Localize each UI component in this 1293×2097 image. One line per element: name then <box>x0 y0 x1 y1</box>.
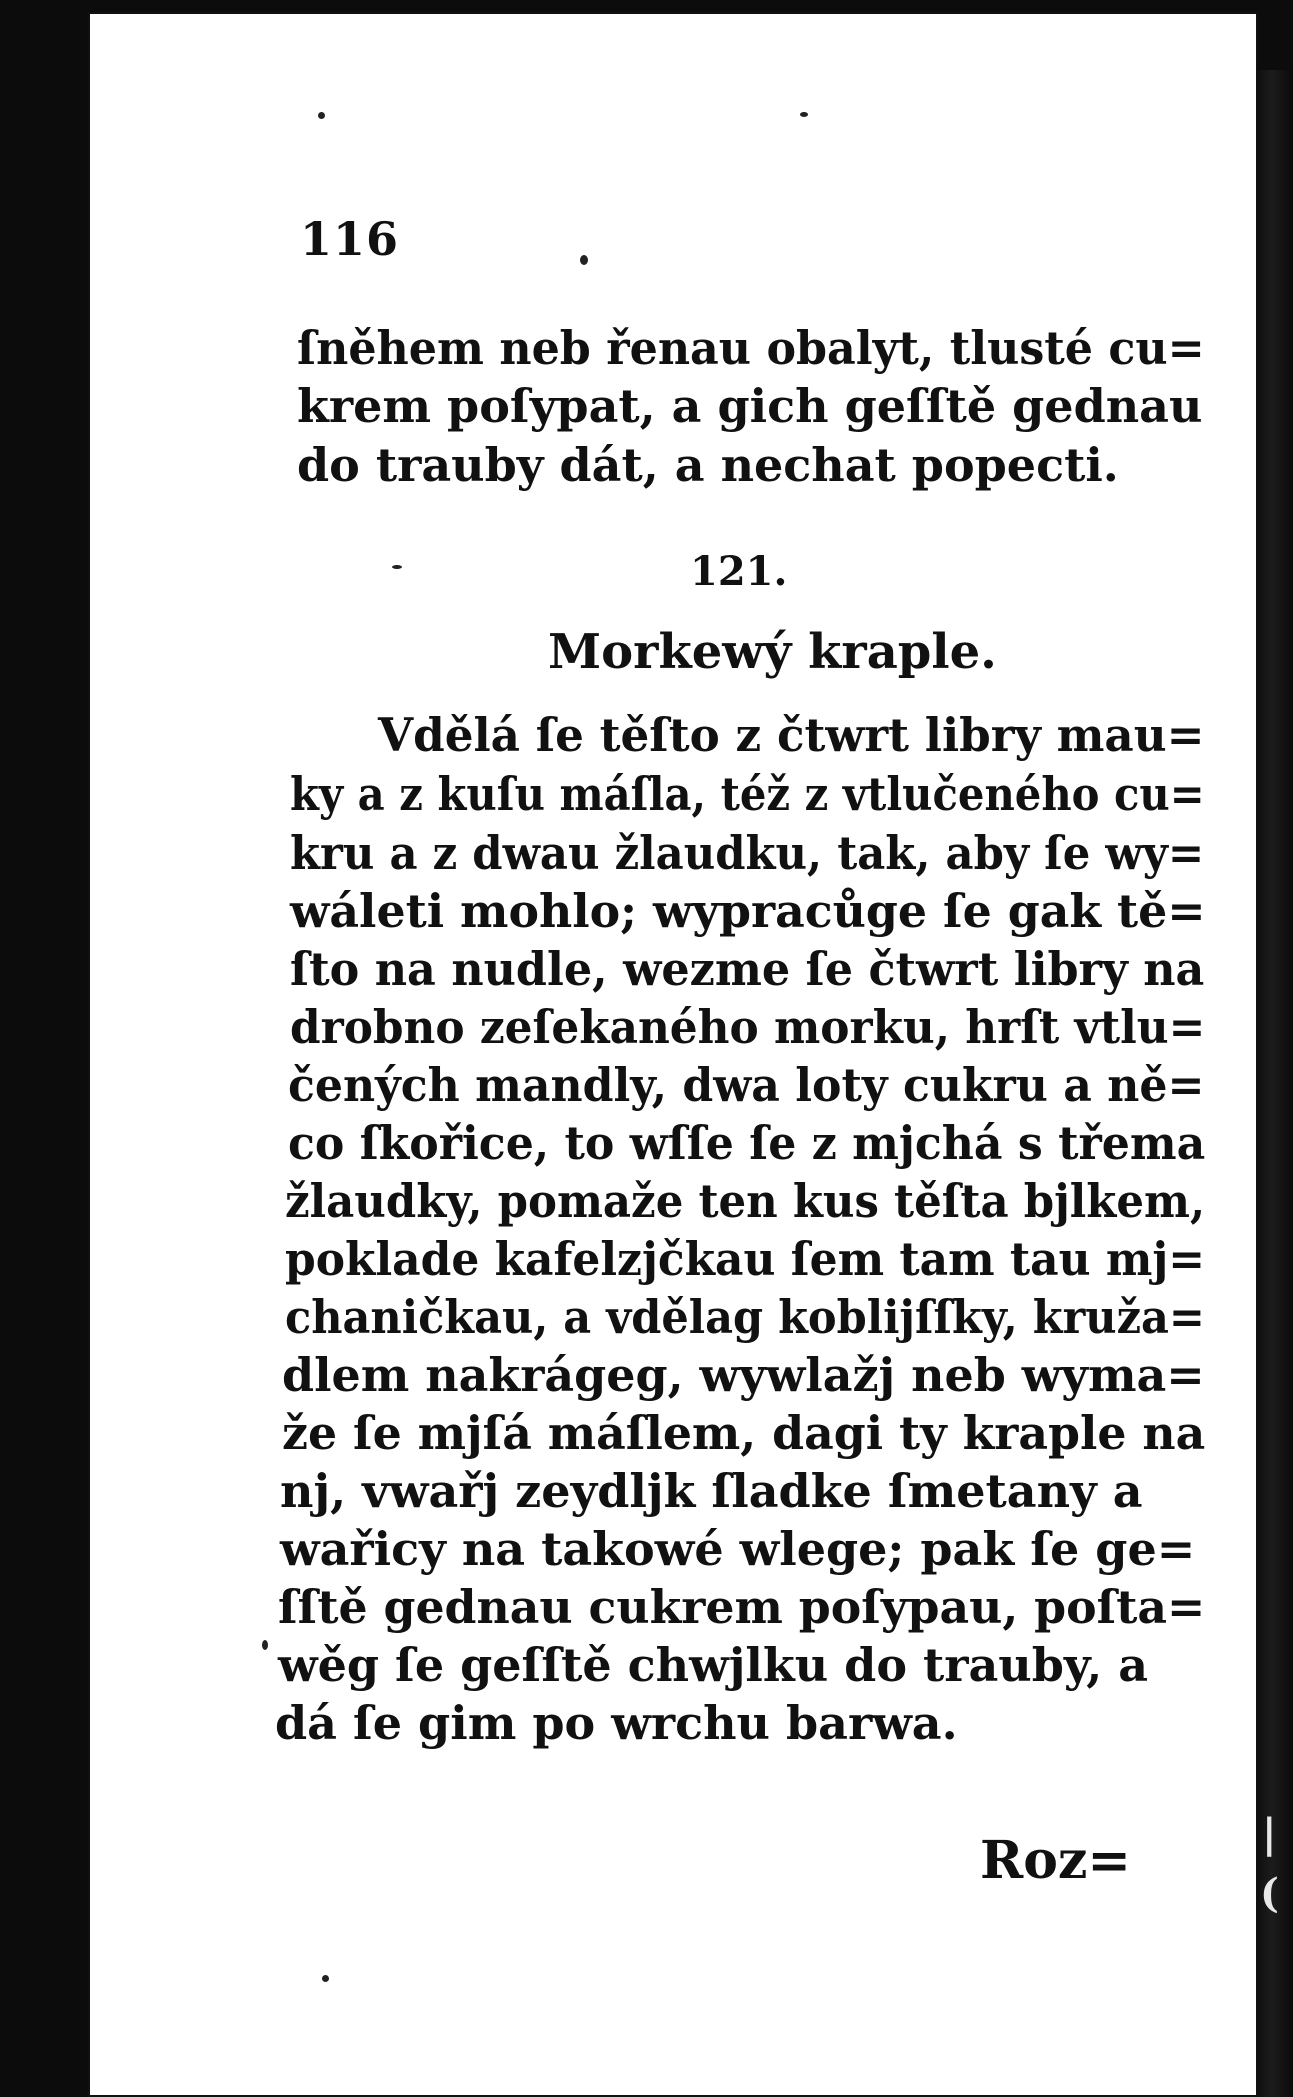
text-line: wařicy na takowé wlege; pak ſe ge= <box>280 1522 1196 1576</box>
adjacent-page-edge <box>1258 70 1293 2097</box>
text-line: dá ſe gim po wrchu barwa. <box>275 1696 958 1750</box>
text-line: ſněhem neb řenau obalyt, tlusté cu= <box>297 321 1205 375</box>
text-line: poklade kafelzjčkau ſem tam tau mj= <box>285 1232 1206 1286</box>
text-line: žlaudky, pomaže ten kus těſta bjlkem, <box>285 1174 1206 1228</box>
page-number: 116 <box>300 212 400 266</box>
text-line: chaničkau, a vdělag koblijſſky, kruža= <box>285 1290 1206 1344</box>
text-line: ſſtě gednau cukrem poſypau, poſta= <box>278 1580 1206 1634</box>
paper-speck <box>318 112 325 119</box>
paper-speck <box>262 1640 268 1650</box>
text-line: drobno zeſekaného morku, hrſt vtlu= <box>290 1000 1206 1054</box>
catchword: Roz= <box>980 1830 1131 1891</box>
paper-speck <box>392 565 402 569</box>
paper-speck <box>800 112 808 117</box>
text-line: dlem nakrágeg, wywlažj neb wyma= <box>282 1348 1205 1402</box>
paper-speck <box>580 255 588 265</box>
recipe-title: Morkewý kraple. <box>548 624 997 680</box>
text-line: že ſe mjſá máſlem, dagi ty kraple na <box>282 1406 1206 1460</box>
paper-speck <box>322 1975 329 1982</box>
text-line: kru a z dwau žlaudku, tak, aby ſe wy= <box>290 826 1205 880</box>
text-line: krem poſypat, a gich geſſtě gednau <box>297 379 1203 433</box>
text-line: do trauby dát, a nechat popecti. <box>297 438 1119 492</box>
text-line: nj, vwařj zeydljk ſladke ſmetany a <box>280 1464 1143 1518</box>
recipe-number: 121. <box>690 548 788 595</box>
text-line: co ſkořice, to wſſe ſe z mjchá s třema <box>288 1116 1206 1170</box>
text-line: čených mandly, dwa loty cukru a ně= <box>288 1058 1205 1112</box>
edge-mark: | <box>1262 1810 1277 1857</box>
edge-mark: ( <box>1260 1870 1279 1917</box>
text-line: ſto na nudle, wezme ſe čtwrt libry na <box>290 942 1205 996</box>
text-line: wáleti mohlo; wypracůge ſe gak tě= <box>290 884 1206 938</box>
text-line: Vdělá ſe těſto z čtwrt libry mau= <box>378 708 1205 762</box>
text-line: wěg ſe geſſtě chwjlku do trauby, a <box>278 1638 1149 1692</box>
text-line: ky a z kuſu máſla, též z vtlučeného cu= <box>290 767 1205 821</box>
